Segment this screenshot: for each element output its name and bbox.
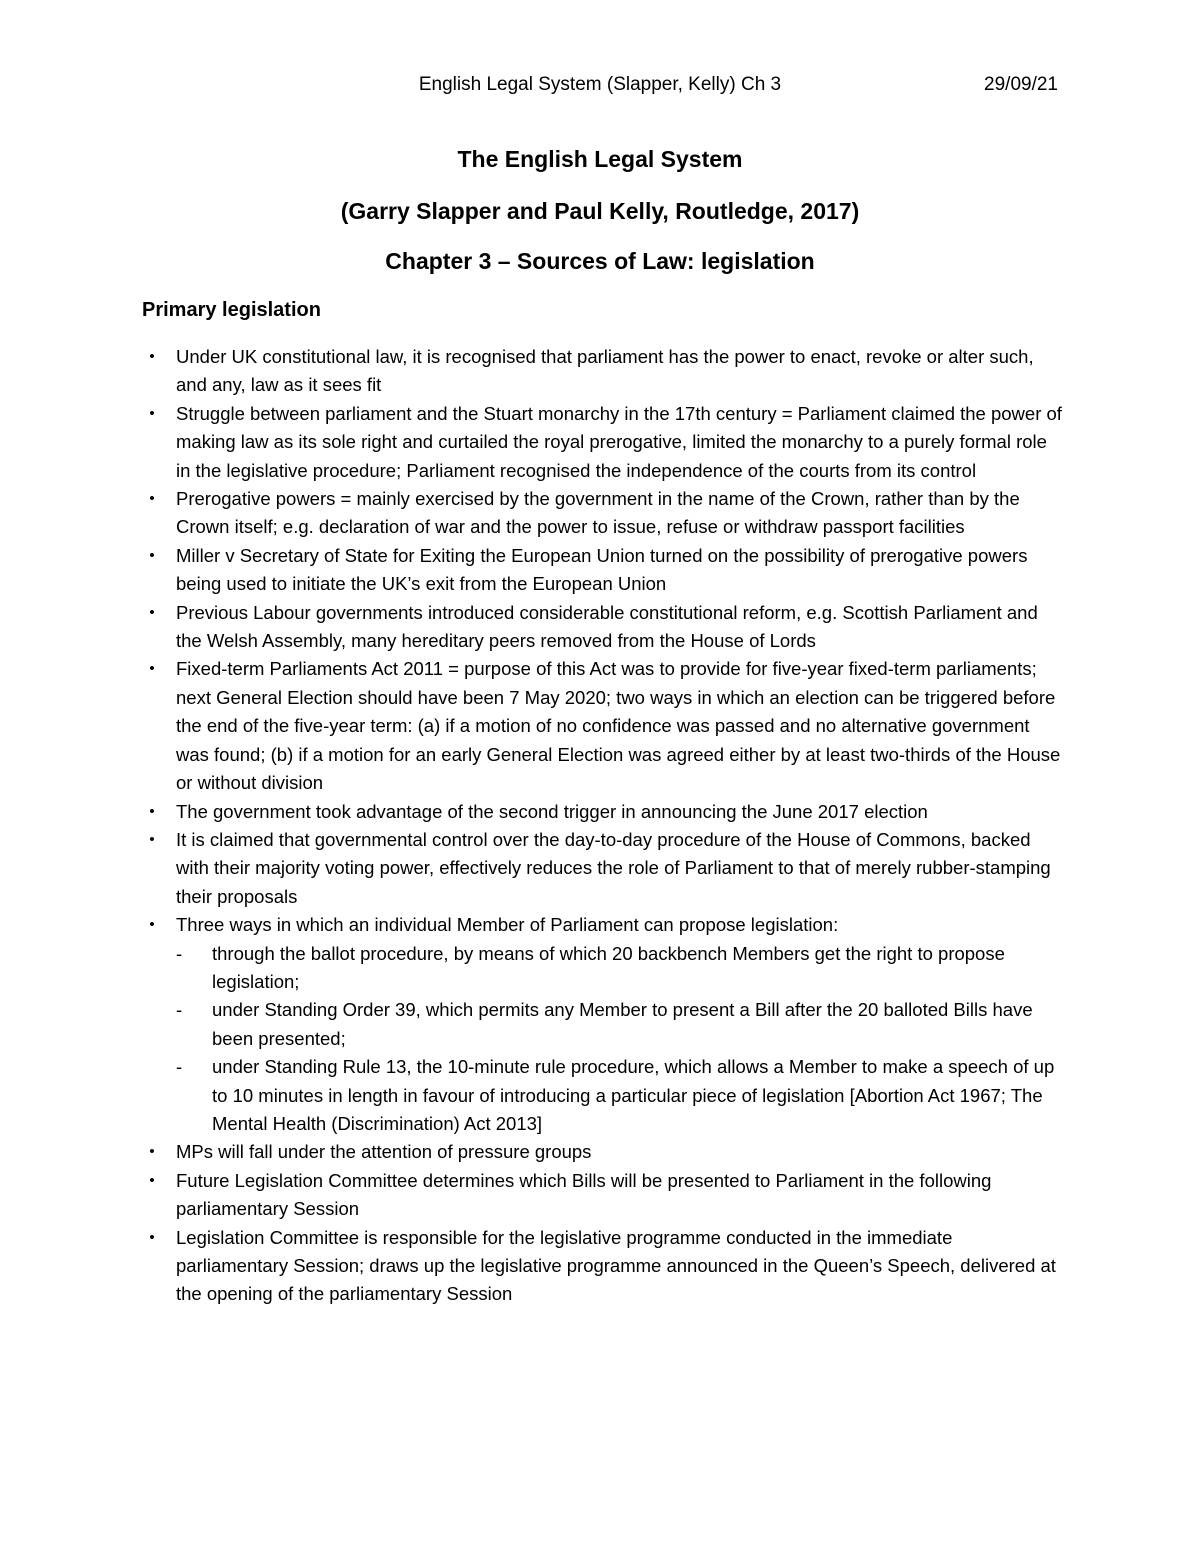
list-item <box>142 826 1062 911</box>
list-item <box>142 911 1062 1138</box>
list-item-text: Future Legislation Committee determines which Bills will be presented to Parliament in the following parliamentary Session <box>176 1169 992 1220</box>
sub-list-item-text: through the ballot procedure, by means of which 20 backbench Members get the right to propose legislation; <box>212 942 1005 992</box>
sub-list-item-text: under Standing Order 39, which permits any Member to present a Bill after the 20 balloted Bills have been presented; <box>212 999 1033 1049</box>
list-item-text: Struggle between parliament and the Stuart monarchy in the 17th century = Parliament claimed the power of making law as its sole right and curtailed the royal prerogative, limited the monarchy to a purely formal role in the legislative procedure; Parliament recognised the independence of the courts from its control <box>176 402 1062 481</box>
list-item <box>142 1167 1062 1224</box>
list-item <box>142 1138 1062 1166</box>
list-item <box>142 1224 1062 1309</box>
bullet-icon: • <box>149 802 155 820</box>
list-item-text: Fixed-term Parliaments Act 2011 = purpose of this Act was to provide for five-year fixed-term parliaments; next General Election should have been 7 May 2020; two ways in which an election can be triggered before the end of the five-year term: (a) if a motion of no confidence was passed and no alternative government was found; (b) if a motion for an early General Election was agreed either by at least two-thirds of the House or without division <box>176 658 1061 794</box>
bullet-icon: • <box>149 348 155 365</box>
dash-icon: - <box>176 999 183 1021</box>
sub-list <box>176 940 1062 1139</box>
list-item <box>142 542 1062 599</box>
list-item <box>142 485 1062 542</box>
bullet-icon: • <box>149 1228 155 1246</box>
sub-list-item <box>176 940 1062 997</box>
list-item-text: Under UK constitutional law, it is recognised that parliament has the power to enact, revoke or alter such, and any, law as it sees fit <box>176 346 1034 396</box>
section-heading: Primary legislation <box>142 299 321 321</box>
bullet-icon: • <box>149 490 155 508</box>
header-date: 29/09/21 <box>984 74 1058 95</box>
dash-icon: - <box>176 1056 183 1078</box>
bullet-icon: • <box>149 830 155 848</box>
book-details: (Garry Slapper and Paul Kelly, Routledge, 2017) <box>340 198 860 224</box>
bullet-icon: • <box>149 1171 155 1189</box>
list-item-text: MPs will fall under the attention of pressure groups <box>176 1141 592 1163</box>
list-item-text: It is claimed that governmental control over the day-to-day procedure of the House of Commons, backed with their majority voting power, effectively reduces the role of Parliament to that of merely rubber-stamping their proposals <box>176 828 1051 907</box>
bullet-icon: • <box>149 1143 155 1161</box>
list-item <box>142 798 1062 826</box>
list-item <box>142 400 1062 485</box>
list-item <box>142 655 1062 797</box>
bullet-icon: • <box>149 404 155 422</box>
sub-list-item-text: under Standing Rule 13, the 10-minute rule procedure, which allows a Member to make a speech of up to 10 minutes in length in favour of introducing a particular piece of legislation [Abortion Act 1967; The Mental Health (Discrimination) Act 2013] <box>212 1056 1055 1134</box>
bullet-icon: • <box>149 546 155 564</box>
book-title: The English Legal System <box>457 146 743 172</box>
running-title: English Legal System (Slapper, Kelly) Ch 3 <box>418 74 782 95</box>
dash-icon: - <box>176 942 183 964</box>
sub-list-item <box>176 1053 1062 1138</box>
list-item <box>142 343 1062 400</box>
bullet-icon: • <box>149 603 155 621</box>
chapter-title: Chapter 3 – Sources of Law: legislation <box>385 248 815 274</box>
sub-list-item <box>176 996 1062 1053</box>
page-header <box>0 74 1200 104</box>
list-item-text: Three ways in which an individual Member of Parliament can propose legislation: <box>176 914 839 936</box>
list-item-text: Previous Labour governments introduced considerable constitutional reform, e.g. Scottish Parliament and the Welsh Assembly, many hereditary peers removed from the House of Lords <box>176 601 1038 652</box>
bullet-list <box>142 343 1062 1309</box>
bullet-icon: • <box>149 916 155 934</box>
list-item-text: Legislation Committee is responsible for the legislative programme conducted in the immediate parliamentary Session; draws up the legislative programme announced in the Queen’s Speech, delivered at the opening of the parliamentary Session <box>176 1226 1056 1305</box>
list-item <box>142 599 1062 656</box>
list-item-text: Prerogative powers = mainly exercised by the government in the name of the Crown, rather than by the Crown itself; e.g. declaration of war and the power to issue, refuse or withdraw passport facilities <box>176 488 1020 538</box>
list-item-text: The government took advantage of the second trigger in announcing the June 2017 election <box>176 800 928 822</box>
bullet-icon: • <box>149 660 155 678</box>
list-item-text: Miller v Secretary of State for Exiting the European Union turned on the possibility of prerogative powers being used to initiate the UK’s exit from the European Union <box>176 544 1028 595</box>
